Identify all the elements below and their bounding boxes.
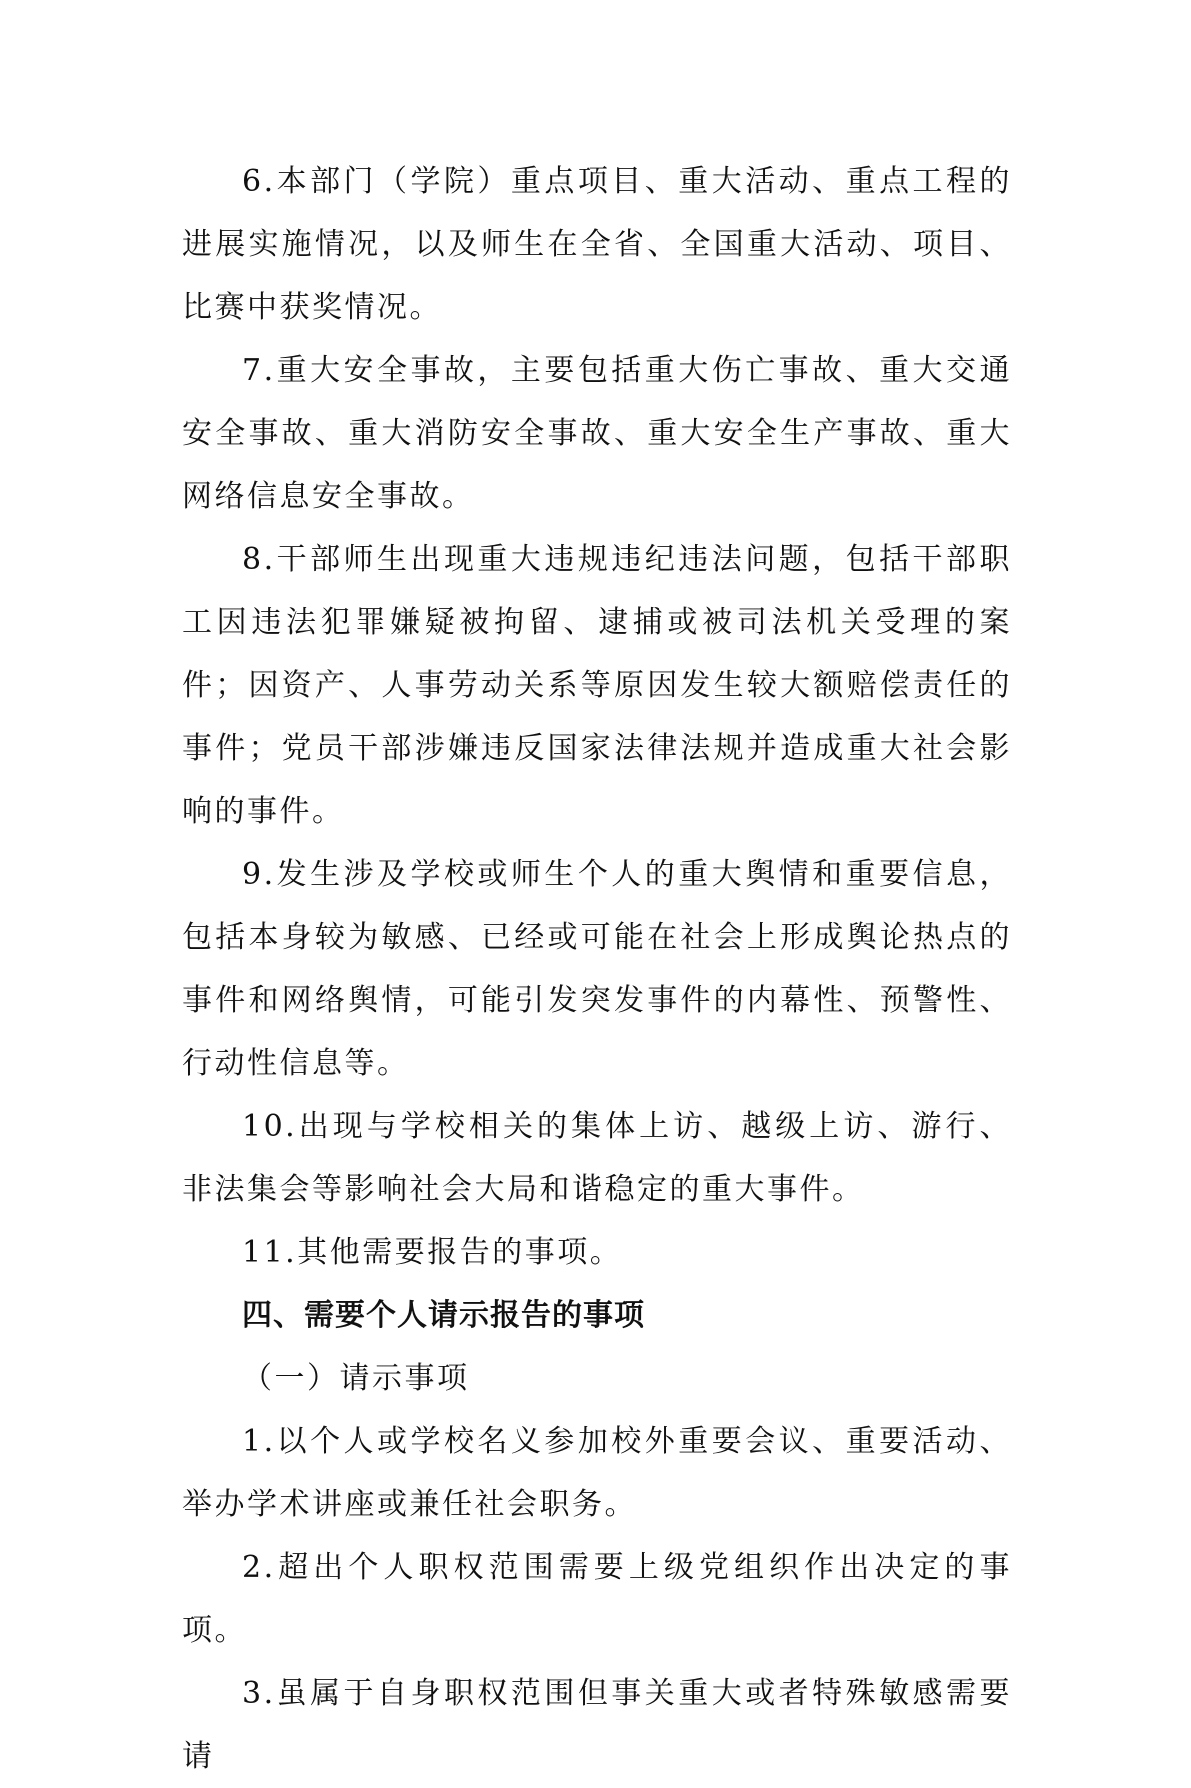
request-item-2: 2.超出个人职权范围需要上级党组织作出决定的事项。 — [182, 1550, 1012, 1648]
paragraph-item-9: 9.发生涉及学校或师生个人的重大舆情和重要信息，包括本身较为敏感、已经或可能在社会上形成舆论热点的事件和网络舆情，可能引发突发事件的内幕性、预警性、行动性信息等。 — [182, 857, 1012, 1081]
paragraph-item-7: 7.重大安全事故，主要包括重大伤亡事故、重大交通安全事故、重大消防安全事故、重大安全生产事故、重大网络信息安全事故。 — [182, 353, 1012, 514]
request-item-1: 1.以个人或学校名义参加校外重要会议、重要活动、举办学术讲座或兼任社会职务。 — [182, 1424, 1012, 1522]
subsection-heading: （一）请示事项 — [242, 1361, 470, 1396]
paragraph-item-6: 6.本部门（学院）重点项目、重大活动、重点工程的进展实施情况，以及师生在全省、全国重大活动、项目、比赛中获奖情况。 — [182, 164, 1012, 325]
paragraph-item-8: 8.干部师生出现重大违规违纪违法问题，包括干部职工因违法犯罪嫌疑被拘留、逮捕或被司法机关受理的案件；因资产、人事劳动关系等原因发生较大额赔偿责任的事件；党员干部涉嫌违反国家法律法规并造成重大社会影响的事件。 — [182, 542, 1012, 829]
request-item-3: 3.虽属于自身职权范围但事关重大或者特殊敏感需要请 — [182, 1676, 1012, 1774]
section-heading: 四、需要个人请示报告的事项 — [242, 1298, 645, 1333]
paragraph-item-10: 10.出现与学校相关的集体上访、越级上访、游行、非法集会等影响社会大局和谐稳定的重大事件。 — [182, 1109, 1012, 1207]
paragraph-item-11: 11.其他需要报告的事项。 — [242, 1235, 623, 1270]
document-body — [182, 150, 1012, 1788]
